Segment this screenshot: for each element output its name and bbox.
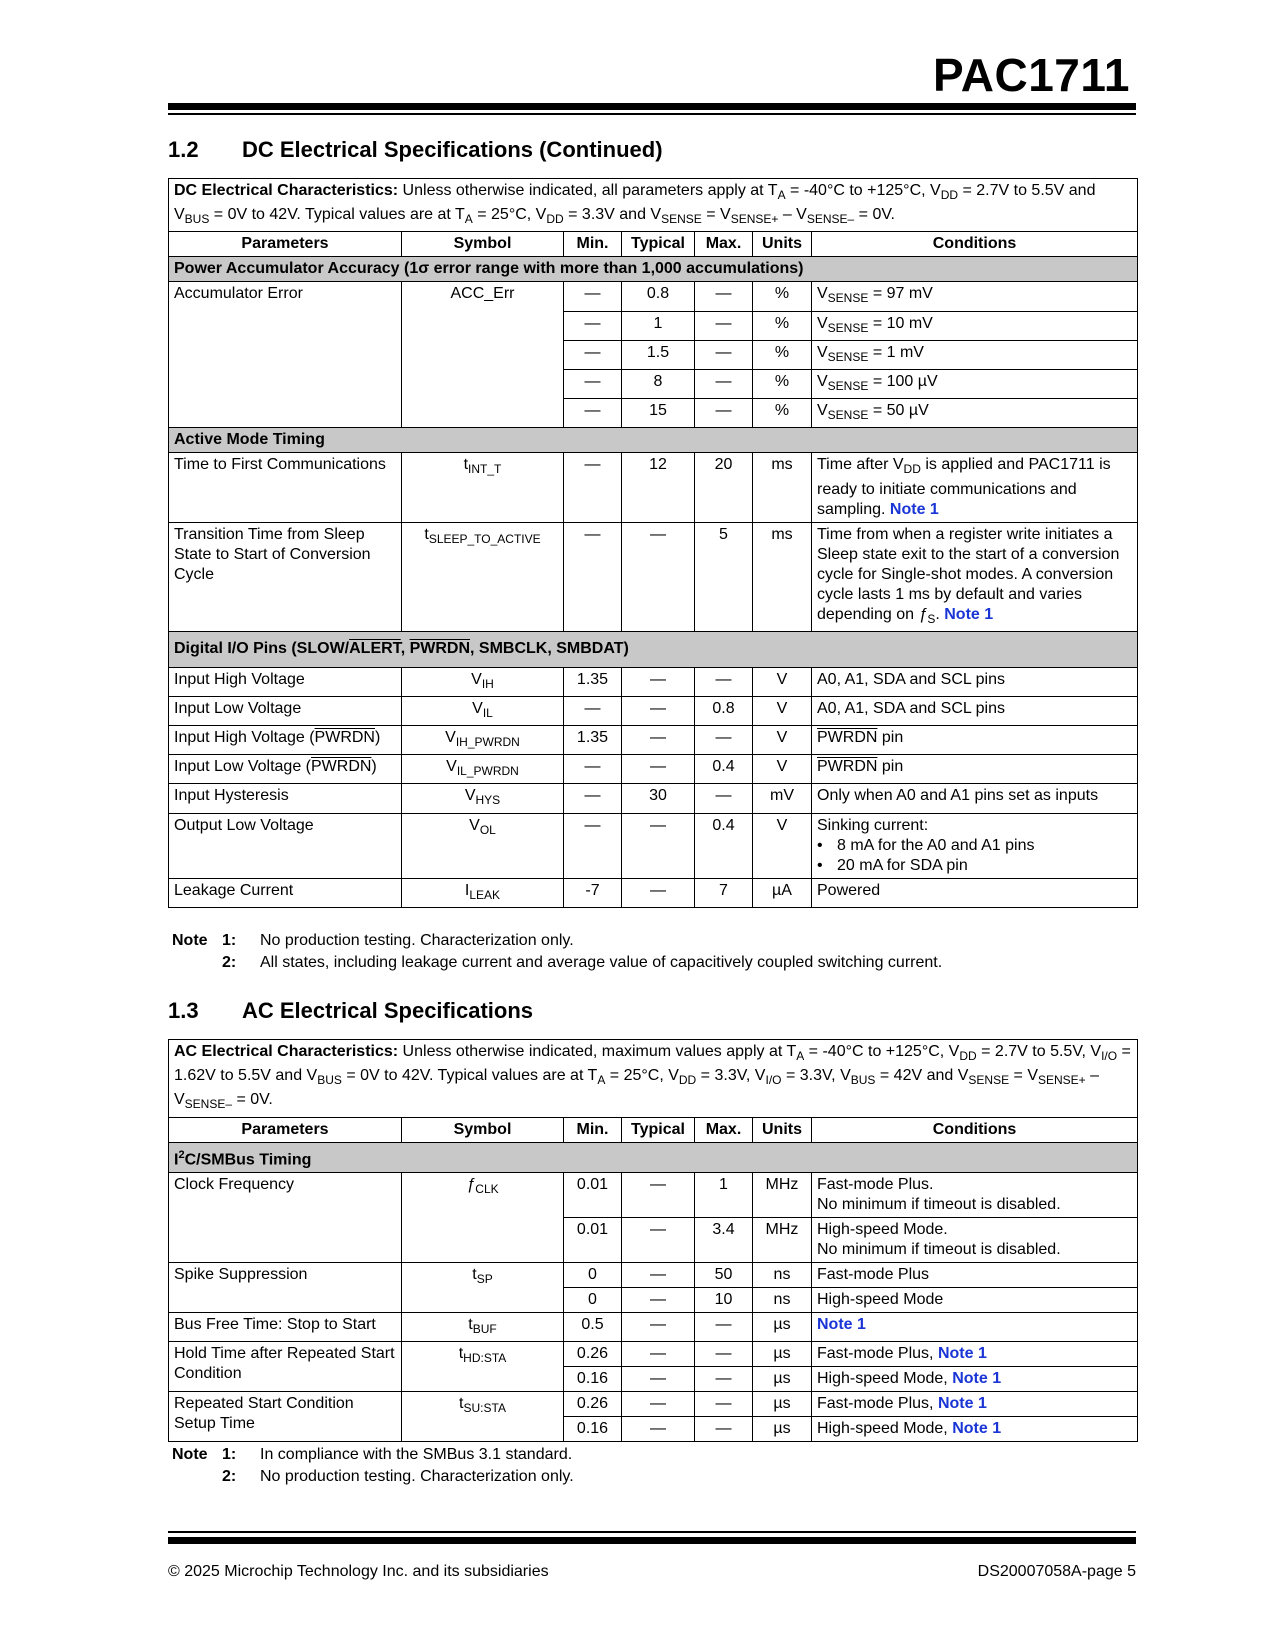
table-row [169,522,1138,631]
footer-rule-thin [168,1531,1136,1533]
max-cell: 0.8 [695,696,753,725]
typ-cell: — [622,1367,695,1392]
cond-cell: $V_{SENSE} = 50$ µV [812,399,1138,428]
col-header: Parameters [169,1117,402,1142]
param-cell: Hold Time after Repeated Start Condition [169,1342,402,1392]
max-cell: — [695,726,753,755]
min-cell: — [564,784,622,813]
typ-cell: — [622,522,695,631]
units-cell: µs [753,1367,812,1392]
param-cell: Input High Voltage (PWRDN) [169,726,402,755]
min-cell: 0.26 [564,1342,622,1367]
typ-cell: — [622,1287,695,1312]
units-cell: µs [753,1312,812,1341]
cond-cell: Time after $V_{DD}$ is applied and PAC1711 is ready to initiate communications and sampling. Note 1 [812,453,1138,522]
ac-notes [172,1444,574,1488]
typ-cell: — [622,1262,695,1287]
table-row [169,784,1138,813]
note-1-link[interactable]: Note 1 [944,605,994,623]
symbol-cell: $t_{SP}$ [402,1262,564,1312]
units-cell: % [753,282,812,311]
units-cell: ms [753,522,812,631]
note-index: 1: [222,932,237,949]
min-cell: 0.26 [564,1392,622,1417]
table-row [169,1172,1138,1217]
col-header: Typical [622,1117,695,1142]
group-title: C/SMBus Timing [184,1150,312,1168]
note-1-link[interactable]: Note 1 [817,1315,866,1333]
table-row [169,282,1138,311]
cond-text: Fast-mode Plus, [817,1395,938,1413]
min-cell: — [564,813,622,878]
cond-cell: $V_{SENSE} = 10$ mV [812,311,1138,340]
section-number: 1.2 [168,137,199,162]
table-row [169,696,1138,725]
typ-cell: 30 [622,784,695,813]
param-cell: Time to First Communications [169,453,402,522]
col-header: Conditions [812,1117,1138,1142]
table-row [169,878,1138,907]
max-cell: 1 [695,1172,753,1217]
units-cell: % [753,340,812,369]
units-cell: V [753,813,812,878]
param-cell: Clock Frequency [169,1172,402,1262]
param-cell: Spike Suppression [169,1262,402,1312]
cond-value: = 1 mV [872,343,924,361]
cond-cell [812,1217,1138,1262]
cond-cell [812,1367,1138,1392]
units-cell: MHz [753,1217,812,1262]
typ-cell: 15 [622,399,695,428]
param-cell: Output Low Voltage [169,813,402,878]
units-cell: MHz [753,1172,812,1217]
ac-intro: AC Electrical Characteristics: Unless otherwise indicated, maximum values apply at $T_A = -40^\circ C$ to +125°C, $V_{DD} = 2.7V$ to 5.5V, $V_{I/O} = 1.62V$ to 5.5V and $V_{BUS} = 0V$ to 42V. Typical values are at $T_A = 25^\circ C$, $V_{DD} = 3.3V$, $V_{I/O} = 3.3V$, $V_{BUS} = 42V$ and $V_{SENSE} = V_{SENSE+} - V_{SENSE-} = 0V$. [169,1040,1138,1118]
param-cell: Input Hysteresis [169,784,402,813]
min-cell: — [564,453,622,522]
max-cell: 0.4 [695,813,753,878]
max-cell: — [695,1367,753,1392]
units-cell: V [753,755,812,784]
header-rule-thick [168,103,1136,110]
units-cell: V [753,667,812,696]
table-row [169,813,1138,878]
min-cell: 0.16 [564,1367,622,1392]
note-label: Note [172,932,208,949]
max-cell: — [695,1342,753,1367]
units-cell: ms [753,453,812,522]
table-row [169,726,1138,755]
section-number: 1.3 [168,998,199,1023]
section-title: DC Electrical Specifications (Continued) [242,137,663,162]
cond-cell: $V_{SENSE} = 100$ µV [812,369,1138,398]
note-index: 2: [222,1468,237,1485]
footer-page-number: DS20007058A-page 5 [977,1563,1136,1580]
typ-cell: — [622,696,695,725]
group-header: Power Accumulator Accuracy (1σ error range with more than 1,000 accumulations) [169,257,1138,282]
min-cell: — [564,282,622,311]
min-cell: — [564,369,622,398]
units-cell: % [753,311,812,340]
typ-cell: — [622,1172,695,1217]
cond-text: Fast-mode Plus, [817,1345,938,1363]
section-heading-dc [168,137,663,163]
col-header: Symbol [402,232,564,257]
typ-cell: — [622,878,695,907]
cond-cell: $V_{SENSE} = 1$ mV [812,340,1138,369]
col-header: Conditions [812,232,1138,257]
cond-cell [812,1172,1138,1217]
section-title: AC Electrical Specifications [242,998,533,1023]
typ-cell: 1.5 [622,340,695,369]
min-cell: — [564,522,622,631]
cond-cell: $V_{SENSE} = 97$ mV [812,282,1138,311]
typ-cell: 0.8 [622,282,695,311]
min-cell: 0.01 [564,1217,622,1262]
param-cell: Input Low Voltage (PWRDN) [169,755,402,784]
min-cell: 1.35 [564,726,622,755]
cond-cell: A0, A1, SDA and SCL pins [812,696,1138,725]
note-1-link[interactable]: Note 1 [937,1345,987,1363]
dc-spec-table [168,178,1138,908]
col-header: Units [753,232,812,257]
param-cell: Leakage Current [169,878,402,907]
note-1-link[interactable]: Note 1 [952,1370,1002,1388]
symbol-cell: $V_{IH}$ [402,667,564,696]
max-cell: 50 [695,1262,753,1287]
min-cell: 0.16 [564,1417,622,1442]
cond-value: = 100 µV [872,372,938,390]
typ-cell: — [622,1342,695,1367]
symbol-cell: $t_{BUF}$ [402,1312,564,1341]
note-text: In compliance with the SMBus 3.1 standard. [260,1446,573,1463]
symbol-cell: $ƒ_{CLK}$ [402,1172,564,1262]
typ-cell: — [622,667,695,696]
symbol-cell: ACC_Err [402,282,564,428]
units-cell: % [753,399,812,428]
min-cell: 0 [564,1262,622,1287]
max-cell: 7 [695,878,753,907]
cond-value: = 50 µV [872,402,929,420]
col-header: Min. [564,1117,622,1142]
cond-cell: Fast-mode Plus [812,1262,1138,1287]
note-1-link[interactable]: Note 1 [937,1395,987,1413]
note-1-link[interactable]: Note 1 [952,1420,1002,1438]
units-cell: µs [753,1342,812,1367]
dc-notes [172,930,942,974]
typ-cell: — [622,813,695,878]
dc-intro: DC Electrical Characteristics: Unless otherwise indicated, all parameters apply at $T_A = -40^\circ C$ to +125°C, $V_{DD} = 2.7V$ to 5.5V and $V_{BUS} = 0V$ to 42V. Typical values are at $T_A = 25^\circ C$, $V_{DD} = 3.3V$ and $V_{SENSE} = V_{SENSE+} - V_{SENSE-} = 0V$. [169,179,1138,232]
typ-cell: — [622,726,695,755]
table-row [169,453,1138,522]
group-header: Digital I/O Pins (SLOW/ALERT, PWRDN, SMBCLK, SMBDAT) [169,631,1138,667]
max-cell: — [695,1417,753,1442]
cond-cell: Time from when a register write initiates a Sleep state exit to the start of a conversion cycle for Single-shot modes. A conversion cycle lasts 1 ms by default and varies depending on $ƒ_S$. Note 1 [812,522,1138,631]
typ-cell: — [622,1312,695,1341]
cond-cell [812,1392,1138,1417]
cond-cell: High-speed Mode [812,1287,1138,1312]
min-cell: — [564,340,622,369]
typ-cell: — [622,1417,695,1442]
col-header: Symbol [402,1117,564,1142]
max-cell: — [695,1312,753,1341]
col-header: Max. [695,1117,753,1142]
param-cell: Transition Time from Sleep State to Start of Conversion Cycle [169,522,402,631]
units-cell: ns [753,1287,812,1312]
max-cell: — [695,1392,753,1417]
document-title: PAC1711 [932,49,1130,101]
note-label: Note [172,1446,208,1463]
footer-rule-thick [168,1537,1136,1544]
max-cell: — [695,282,753,311]
cond-cell [812,1417,1138,1442]
cond-cell: Only when A0 and A1 pins set as inputs [812,784,1138,813]
cond-value: = 10 mV [872,314,933,332]
typ-cell: — [622,755,695,784]
units-cell: µA [753,878,812,907]
units-cell: ns [753,1262,812,1287]
param-cell: Bus Free Time: Stop to Start [169,1312,402,1341]
table-row [169,1312,1138,1341]
cond-cell [812,1342,1138,1367]
max-cell: — [695,784,753,813]
table-row [169,755,1138,784]
cond-line: No minimum if timeout is disabled. [817,1240,1061,1258]
cond-cell [812,1312,1138,1341]
units-cell: µs [753,1417,812,1442]
note-index: 1: [222,1446,237,1463]
param-cell: Repeated Start Condition Setup Time [169,1392,402,1442]
symbol-cell: $V_{IL}$ [402,696,564,725]
note-index: 2: [222,954,237,971]
dc-header-row [169,232,1138,257]
min-cell: — [564,696,622,725]
table-row [169,667,1138,696]
min-cell: 0.5 [564,1312,622,1341]
col-header: Max. [695,232,753,257]
max-cell: 5 [695,522,753,631]
col-header: Units [753,1117,812,1142]
typ-cell: 1 [622,311,695,340]
symbol-cell: $I_{LEAK}$ [402,878,564,907]
cond-text: Sinking current: [817,816,929,834]
col-header: Typical [622,232,695,257]
min-cell: 1.35 [564,667,622,696]
cond-cell: PWRDN pin [812,726,1138,755]
ac-intro-label: AC Electrical Characteristics: [174,1043,399,1060]
cond-text: High-speed Mode, [817,1370,953,1388]
dc-intro-label: DC Electrical Characteristics: [174,182,399,199]
ac-spec-table [168,1039,1138,1442]
group-header: $I^2C$/SMBus Timing [169,1142,1138,1172]
cond-line: Fast-mode Plus. [817,1175,934,1193]
max-cell: 0.4 [695,755,753,784]
max-cell: 3.4 [695,1217,753,1262]
units-cell: % [753,369,812,398]
cond-bullet: • 20 mA for SDA pin [817,856,1132,876]
ac-header-row [169,1117,1138,1142]
section-heading-ac [168,998,533,1024]
max-cell: — [695,340,753,369]
group-header: Active Mode Timing [169,428,1138,453]
units-cell: mV [753,784,812,813]
symbol-cell: $V_{IL\_PWRDN}$ [402,755,564,784]
note-text: All states, including leakage current and average value of capacitively coupled switching current. [260,954,943,971]
min-cell: 0.01 [564,1172,622,1217]
note-text: No production testing. Characterization only. [260,932,574,949]
col-header: Parameters [169,232,402,257]
cond-cell: A0, A1, SDA and SCL pins [812,667,1138,696]
cond-line: High-speed Mode. [817,1220,948,1238]
min-cell: — [564,755,622,784]
typ-cell: 12 [622,453,695,522]
symbol-cell: $V_{OL}$ [402,813,564,878]
units-cell: V [753,726,812,755]
param-cell: Accumulator Error [169,282,402,428]
max-cell: — [695,311,753,340]
max-cell: — [695,369,753,398]
min-cell: — [564,399,622,428]
min-cell: -7 [564,878,622,907]
units-cell: V [753,696,812,725]
note-1-link[interactable]: Note 1 [889,500,939,518]
max-cell: 20 [695,453,753,522]
param-cell: Input High Voltage [169,667,402,696]
cond-value: = 97 mV [872,285,933,303]
symbol-cell: $V_{HYS}$ [402,784,564,813]
max-cell: — [695,399,753,428]
cond-cell [812,813,1138,878]
cond-text: High-speed Mode, [817,1420,953,1438]
param-cell: Input Low Voltage [169,696,402,725]
footer-copyright: © 2025 Microchip Technology Inc. and its subsidiaries [168,1563,549,1580]
min-cell: — [564,311,622,340]
symbol-cell: $t_{SU:STA}$ [402,1392,564,1442]
symbol-cell: $V_{IH\_PWRDN}$ [402,726,564,755]
symbol-cell: $t_{SLEEP\_TO\_ACTIVE}$ [402,522,564,631]
max-cell: 10 [695,1287,753,1312]
table-row [169,1262,1138,1287]
table-row [169,1342,1138,1367]
cond-cell: Powered [812,878,1138,907]
header-rule-thin [168,113,1136,115]
min-cell: 0 [564,1287,622,1312]
symbol-cell: $t_{INT\_T}$ [402,453,564,522]
col-header: Min. [564,232,622,257]
units-cell: µs [753,1392,812,1417]
cond-cell: PWRDN pin [812,755,1138,784]
cond-line: No minimum if timeout is disabled. [817,1195,1061,1213]
cond-bullet: • 8 mA for the A0 and A1 pins [817,836,1132,856]
symbol-cell: $t_{HD:STA}$ [402,1342,564,1392]
typ-cell: — [622,1392,695,1417]
table-row [169,1392,1138,1417]
typ-cell: 8 [622,369,695,398]
note-text: No production testing. Characterization only. [260,1468,574,1485]
max-cell: — [695,667,753,696]
typ-cell: — [622,1217,695,1262]
